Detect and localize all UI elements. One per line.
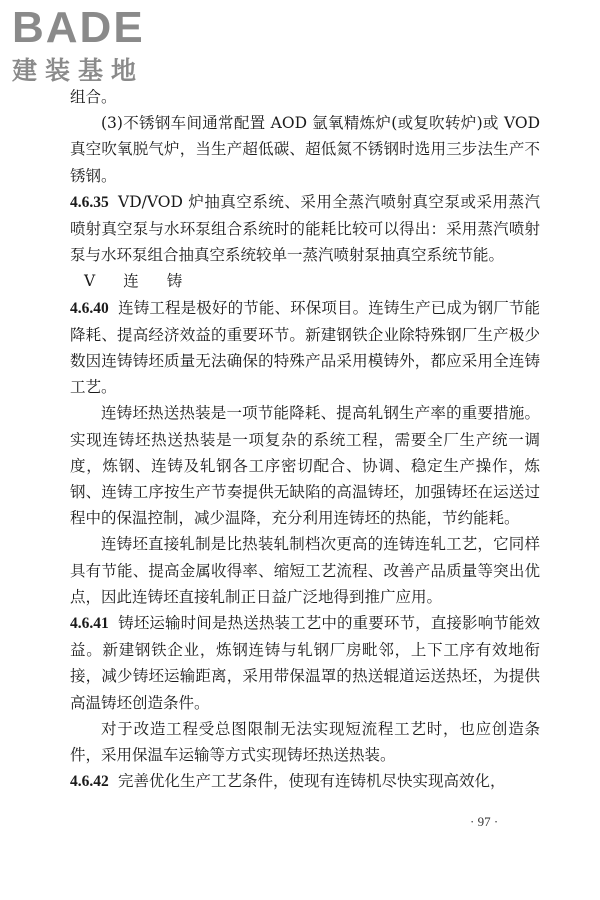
paragraph-direct-rolling: 连铸坯直接轧制是比热装轧制档次更高的连铸连轧工艺，它同样具有节能、提高金属收得率、缩短工艺流程、改善产品质量等突出优点，因此连铸坯直接轧制正日益广泛地得到推广应用。: [70, 535, 540, 606]
paragraph-continuation: 组合。: [70, 88, 117, 106]
clause-4-6-40: 4.6.40 连铸工程是极好的节能、环保项目。连铸生产已成为钢厂节能降耗、提高经济效益的重要环节。新建钢铁企业除特殊钢厂生产极少数因连铸铸坯质量无法确保的特殊产品采用模铸外，都应采用全连铸工艺。: [70, 298, 540, 397]
logo: [4, 2, 184, 92]
clause-number: 4.6.35: [70, 193, 109, 211]
paragraph-hot-charging: 连铸坯热送热装是一项节能降耗、提高轧钢生产率的重要措施。实现连铸坯热送热装是一项复杂的系统工程，需要全厂生产统一调度，炼钢、连铸及轧钢各工序密切配合、协调、稳定生产操作，炼钢、连铸工序按生产节奏提供无缺陷的高温铸坯，加强铸坯在运送过程中的保温控制，减少温降，充分利用连铸坯的热能，节约能耗。: [70, 404, 540, 528]
logo-subtitle: 建装基地: [12, 56, 145, 85]
clause-number: 4.6.42: [70, 773, 109, 791]
paragraph-retrofit: 对于改造工程受总图限制无法实现短流程工艺时，也应创造条件，采用保温车运输等方式实现铸坯热送热装。: [70, 719, 540, 765]
section-heading: V 连 铸: [84, 272, 183, 291]
clause-4-6-35: 4.6.35 VD/VOD 炉抽真空系统、采用全蒸汽喷射真空泵或采用蒸汽喷射真空泵与水环泵组合系统时的能耗比较可以得出：采用蒸汽喷射泵与水环泵组合抽真空系统较单一蒸汽喷射泵抽真空系统节能。: [70, 192, 540, 265]
clause-number: 4.6.40: [70, 299, 109, 317]
page-body: [70, 84, 540, 795]
clause-4-6-41: 4.6.41 铸坯运输时间是热送热装工艺中的重要环节，直接影响节能效益。新建钢铁企业，炼钢连铸与轧钢厂房毗邻，上下工序有效地衔接，减少铸坯运输距离，采用带保温罩的热送辊道运送热坯，为提供高温铸坯创造条件。: [70, 614, 540, 712]
page-number: · 97 ·: [470, 814, 499, 829]
clause-4-6-42: 4.6.42 完善优化生产工艺条件，使现有连铸机尽快实现高效化，: [70, 772, 506, 791]
paragraph-stainless-steel: (3)不锈钢车间通常配置 AOD 氩氧精炼炉(或复吹转炉)或 VOD 真空吹氧脱气炉，当生产超低碳、超低氮不锈钢时选用三步法生产不锈钢。: [70, 114, 540, 185]
clause-number: 4.6.41: [70, 615, 109, 633]
logo-wordmark: BADE: [12, 3, 145, 52]
